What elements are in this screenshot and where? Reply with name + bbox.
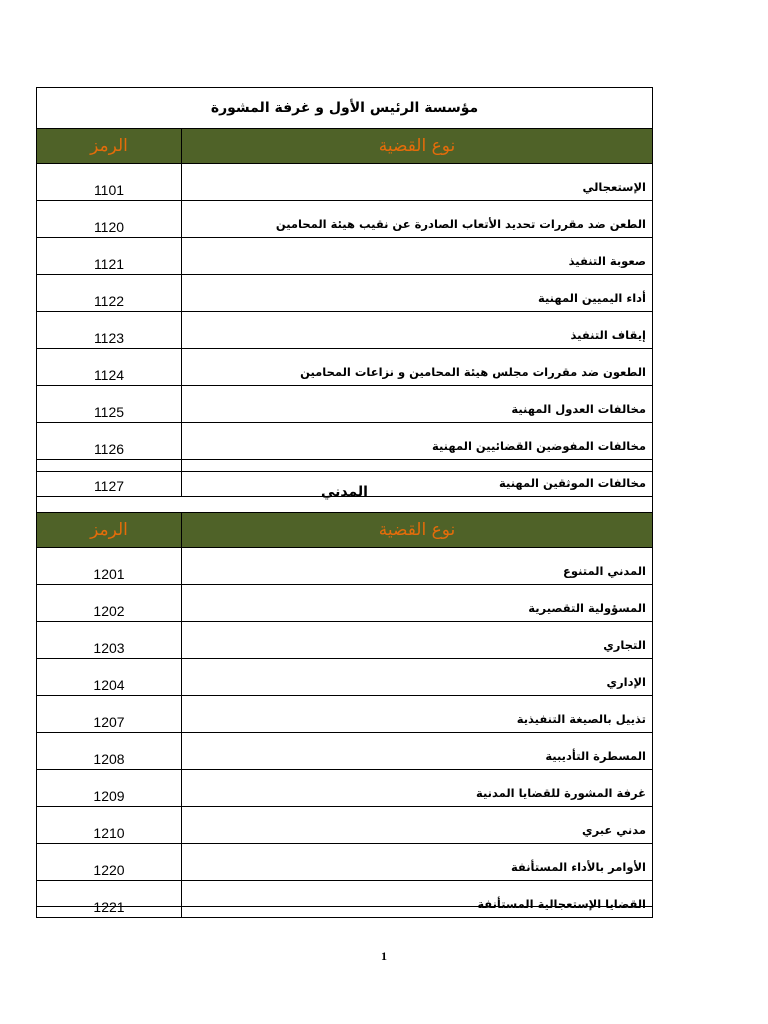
table-row bbox=[37, 770, 653, 807]
case-code: 1209 bbox=[37, 770, 182, 807]
header-case-type: نوع القضية bbox=[182, 129, 653, 164]
case-code: 1126 bbox=[37, 423, 182, 460]
case-code: 1124 bbox=[37, 349, 182, 386]
case-type: الأوامر بالأداء المستأنفة bbox=[182, 844, 653, 881]
header-code: الرمز bbox=[37, 513, 182, 548]
table-row bbox=[37, 622, 653, 659]
table-row bbox=[37, 696, 653, 733]
case-type: المسؤولية التقصيرية bbox=[182, 585, 653, 622]
case-code: 1101 bbox=[37, 164, 182, 201]
case-type: مخالفات المفوضين القضائيين المهنية bbox=[182, 423, 653, 460]
case-type: مخالفات الموثقين المهنية bbox=[182, 460, 653, 497]
table-row bbox=[37, 386, 653, 423]
case-code: 1210 bbox=[37, 807, 182, 844]
case-type: الطعن ضد مقررات تحديد الأتعاب الصادرة عن نقيب هيئة المحامين bbox=[182, 201, 653, 238]
table-row bbox=[37, 807, 653, 844]
case-type-table bbox=[36, 87, 653, 497]
table-row bbox=[37, 312, 653, 349]
section-title: مؤسسة الرئيس الأول و غرفة المشورة bbox=[37, 88, 653, 129]
case-type: المسطرة التأديبية bbox=[182, 733, 653, 770]
case-code: 1202 bbox=[37, 585, 182, 622]
header-code: الرمز bbox=[37, 129, 182, 164]
case-type: تذييل بالصيغة التنفيذية bbox=[182, 696, 653, 733]
table-row bbox=[37, 275, 653, 312]
case-type-table bbox=[36, 471, 653, 918]
table-row bbox=[37, 164, 653, 201]
table-row bbox=[37, 659, 653, 696]
table-row bbox=[37, 844, 653, 881]
case-type: الإداري bbox=[182, 659, 653, 696]
case-code: 1208 bbox=[37, 733, 182, 770]
section-president-council bbox=[36, 87, 653, 497]
case-code: 1125 bbox=[37, 386, 182, 423]
case-type: الإستعجالي bbox=[182, 164, 653, 201]
header-case-type: نوع القضية bbox=[182, 513, 653, 548]
case-code: 1201 bbox=[37, 548, 182, 585]
case-code: 1221 bbox=[37, 881, 182, 918]
case-type: مدني عبري bbox=[182, 807, 653, 844]
case-code: 1120 bbox=[37, 201, 182, 238]
table-row bbox=[37, 201, 653, 238]
case-code: 1123 bbox=[37, 312, 182, 349]
case-type: أداء اليميين المهنية bbox=[182, 275, 653, 312]
case-type: مخالفات العدول المهنية bbox=[182, 386, 653, 423]
table-row bbox=[37, 881, 653, 918]
case-code: 1122 bbox=[37, 275, 182, 312]
case-type: القضايا الإستعجالية المستأنفة bbox=[182, 881, 653, 918]
page-number: 1 bbox=[381, 949, 387, 963]
case-code: 1204 bbox=[37, 659, 182, 696]
case-type: صعوبة التنفيذ bbox=[182, 238, 653, 275]
case-code: 1121 bbox=[37, 238, 182, 275]
case-type: غرفة المشورة للقضايا المدنية bbox=[182, 770, 653, 807]
case-type: التجاري bbox=[182, 622, 653, 659]
case-type: إيقاف التنفيذ bbox=[182, 312, 653, 349]
table-row bbox=[37, 585, 653, 622]
footer-divider bbox=[36, 906, 653, 907]
table-row bbox=[37, 349, 653, 386]
case-type: المدني المتنوع bbox=[182, 548, 653, 585]
case-code: 1203 bbox=[37, 622, 182, 659]
table-row bbox=[37, 548, 653, 585]
case-code: 1127 bbox=[37, 460, 182, 497]
case-code: 1207 bbox=[37, 696, 182, 733]
table-row bbox=[37, 238, 653, 275]
table-row bbox=[37, 423, 653, 460]
section-civil bbox=[36, 471, 653, 918]
case-code: 1220 bbox=[37, 844, 182, 881]
table-row bbox=[37, 733, 653, 770]
section-title: المدني bbox=[37, 472, 653, 513]
case-type: الطعون ضد مقررات مجلس هيئة المحامين و نزاعات المحامين bbox=[182, 349, 653, 386]
